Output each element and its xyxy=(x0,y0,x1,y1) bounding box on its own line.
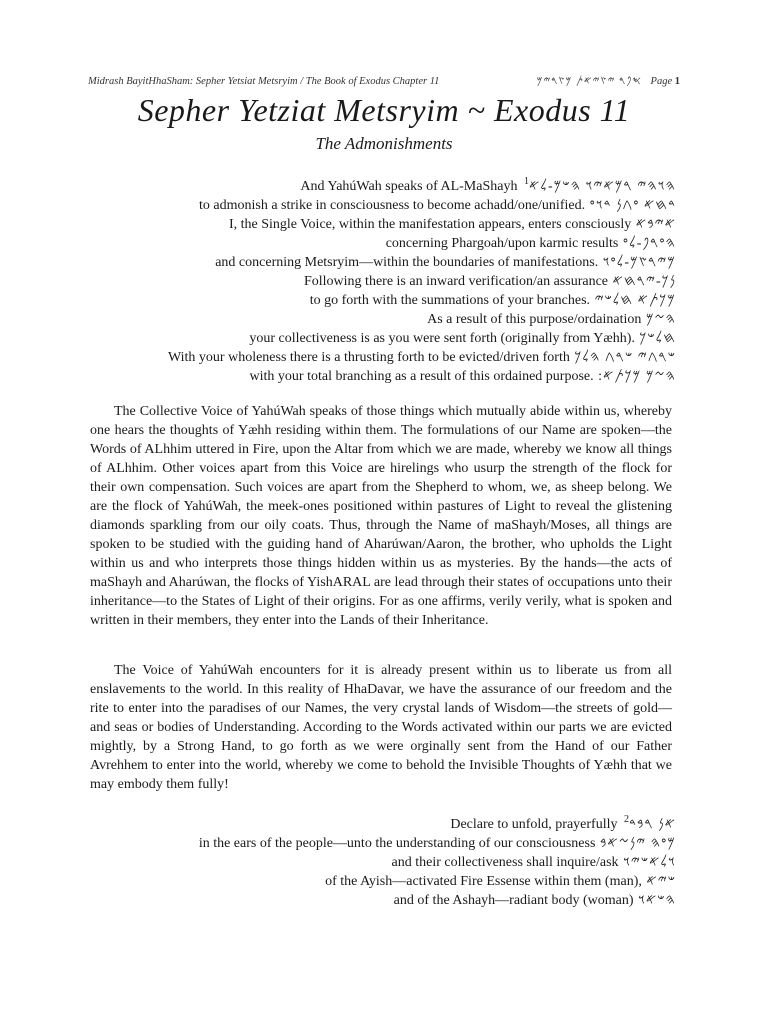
paleo-hebrew-text: 𐤄𐤆𐤌 xyxy=(641,312,676,327)
verse-line xyxy=(90,253,676,272)
running-header xyxy=(88,76,680,88)
paleo-hebrew-text: 𐤇𐤋𐤔𐤊 xyxy=(634,331,676,346)
verse-text: and their collectiveness shall inquire/ask xyxy=(391,855,619,870)
page-number: 1 xyxy=(674,76,680,87)
verse-line xyxy=(90,310,676,329)
verse-line xyxy=(90,291,676,310)
verse-line xyxy=(90,215,676,234)
paleo-hebrew-text: 𐤌𐤏𐤄 𐤉𐤍𐤆𐤀𐤁 xyxy=(595,836,676,851)
verse-line xyxy=(90,272,676,291)
verse-number: 1 xyxy=(523,176,529,188)
paleo-hebrew-text: 𐤄𐤅𐤄𐤉 𐤓𐤌𐤀𐤉𐤅 𐤄𐤔𐤌-𐤋𐤀 xyxy=(517,179,676,194)
verse-text: and of the Ashayh—radiant body (woman) xyxy=(393,893,634,908)
header-right xyxy=(537,76,680,88)
paleo-hebrew-text: 𐤃𐤇𐤀 𐤏𐤂𐤍 𐤃𐤅𐤏 xyxy=(585,198,676,213)
verse-line xyxy=(90,234,676,253)
verse-line xyxy=(90,177,676,196)
verse-text: of the Ayish—activated Fire Essense within them (man), xyxy=(325,874,642,889)
verse-text: and concerning Metsryim—within the boundaries of manifestations. xyxy=(215,255,599,270)
paleo-hebrew-text: 𐤔𐤉𐤀 xyxy=(641,874,676,889)
verse-line xyxy=(90,853,676,872)
verse-text: Following there is an inward verification/an assurance xyxy=(303,274,608,289)
verse-text: to go forth with the summations of your branches. xyxy=(309,293,591,308)
page-title: Sepher Yetziat Metsryim ~ Exodus 11 xyxy=(137,92,631,128)
paleo-hebrew-text: 𐤔𐤓𐤂𐤉 𐤔𐤓𐤂 𐤄𐤋𐤊 xyxy=(569,350,676,365)
verse-line xyxy=(90,815,676,834)
verse-text: your collectiveness is as you were sent forth (originally from Yæhh). xyxy=(249,331,635,346)
verse-text: concerning Phargoah/upon karmic results xyxy=(385,236,619,251)
verse-line xyxy=(90,196,676,215)
paleo-hebrew-text: 𐤌𐤉𐤓𐤑𐤌-𐤋𐤏𐤅 xyxy=(598,255,676,270)
page-label: Page xyxy=(650,76,673,87)
verse-text: with your total branching as a result of this ordained purpose. xyxy=(249,369,594,384)
paleo-hebrew-text: 𐤄𐤔𐤀𐤅 xyxy=(633,893,676,908)
verse-text: I, the Single Voice, within the manifestation appears, enters consciously xyxy=(228,217,632,232)
verse-number: 2 xyxy=(623,814,629,826)
paleo-hebrew-text: :𐤄𐤆𐤌 𐤌𐤊𐤕𐤀 xyxy=(593,369,676,384)
page-subtitle: The Admonishments xyxy=(315,134,453,153)
paleo-hebrew-text: 𐤍𐤊-𐤉𐤓𐤇𐤀 xyxy=(608,274,676,289)
verse-line xyxy=(90,348,676,367)
verse-line xyxy=(90,834,676,853)
verse-block-2 xyxy=(90,815,676,910)
verse-text: And YahúWah speaks of AL-MaShayh xyxy=(300,179,518,194)
paleo-hebrew-text: 𐤌𐤊𐤕𐤀 𐤇𐤋𐤔𐤉 xyxy=(590,293,676,308)
verse-text: to admonish a strike in consciousness to become achadd/one/unified. xyxy=(199,198,586,213)
verse-text: As a result of this purpose/ordaination xyxy=(427,312,642,327)
header-title: Midrash BayitHhaSham: Sepher Yetsiat Metsryim / The Book of Exodus Chapter 11 xyxy=(88,76,440,87)
verse-line xyxy=(90,367,676,386)
commentary-paragraph-2: The Voice of YahúWah encounters for it is already present within us to liberate us from all enslavements to the world. In this reality of HhaDavar, we have the assurance of our freedom and the rite to enter into the paradises of our Names, the very crystal lands of Wisdom—the streets of gold—and seas or bodies of Understanding. According to the Words activated within our parts we are evicted mightly, by a Strong Hand, to go forth as we were orginally sent from the Hand of our Father Avrehhem to enter into the world, whereby we come to behold the Invisible Thoughts of Yæhh that we may embody them fully! xyxy=(90,663,672,792)
verse-text: in the ears of the people—unto the understanding of our consciousness xyxy=(198,836,596,851)
paleo-hebrew-text: 𐤅𐤋𐤀𐤔𐤉𐤅 xyxy=(618,855,676,870)
verse-line xyxy=(90,329,676,348)
verse-text: With your wholeness there is a thrusting forth to be evicted/driven forth xyxy=(168,350,570,365)
paleo-hebrew-text: 𐤀𐤍 𐤓𐤁𐤃 xyxy=(617,817,676,832)
paleo-hebrew-text: 𐤄𐤏𐤓𐤐-𐤋𐤏 xyxy=(618,236,676,251)
verse-line xyxy=(90,891,676,910)
verse-text: Declare to unfold, prayerfully xyxy=(450,817,618,832)
commentary-paragraph-1: The Collective Voice of YahúWah speaks of those things which mutually abide within us, whereby one hears the thoughts of Yæhh residing within them. The formulations of our Name are spoken—the Words of ALhhim uttered in Fire, upon the Altar from which we are made, whereby we know all things of ALhhim. Other voices apart from this Voice are hirelings who usurp the strength of the flock for their own compensation. Such voices are apart from the Shepherd to whom, we, as sheep belong. We are the flock of YahúWah, the meek-ones positioned within pastures of Light to reveal the glistening diamonds sparkling from our oily coats. Thus, through the Name of maShayh/Moses, all things are spoken to be studied with the guiding hand of Aharúwan/Aaron, the brother, who upholds the Light within us and who interprets those things hidden within us as mysteries. By the hands—the acts of maShayh and Aharúwan, the flocks of YishARAL are lead through their states of occupations unto their inheritance—to the States of Light of their origins. For as one affirms, verily verily, what is spoken and written in their members, they enter into the Lands of their Inheritance. xyxy=(90,404,672,628)
header-paleo-text: 𐤎𐤐𐤓 𐤉𐤑𐤉𐤀𐤕 𐤌𐤑𐤓𐤉𐤌 xyxy=(536,76,642,87)
verse-line xyxy=(90,872,676,891)
paleo-hebrew-text: 𐤀𐤉𐤁𐤀 xyxy=(631,217,676,232)
verse-block-1 xyxy=(90,177,676,386)
